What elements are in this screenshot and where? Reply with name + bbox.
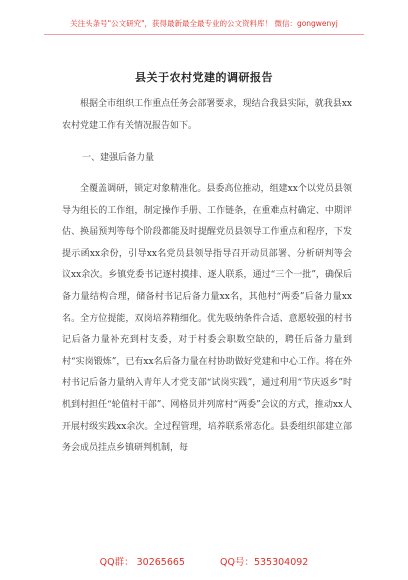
- footer-qq-group: QQ群： 30265665: [99, 557, 185, 568]
- intro-paragraph: [62, 94, 352, 137]
- intro-text: 根据全市组织工作重点任务会部署要求，现结合我县实际，就我县xx农村党建工作有关情况报告如下。: [62, 99, 352, 131]
- footer-qq-number: QQ号：535304092: [220, 557, 309, 568]
- document-title: 县关于农村党建的调研报告: [135, 71, 273, 84]
- main-text: 全覆盖调研，锁定对象精准化。县委高位推动，组建xx个以党员县领导为组长的工作组，制定操作手册、工作链条，在重难点村确定、中期评估、换届预判等每个阶段都能及时提醒党员县领导工作重点和程序，下发提示函xx余份，引导xx名党员县领导指导召开动员部署、分析研判等会议xx余次。乡镇党委书记逐村摸排、逐人联系，通过“三个一批”，确保后备力量结构合理，储备村书记后备力量xx名，其他村“两委”后备力量xx名。全方位提能，双岗培养精细化。优先吸纳条件合适、意愿较强的村书记后备力量补充到村支委，对于村委会职数空缺的，聘任后备力量到村“实岗锻炼”，已有xx名后备力量在村协助做好党建和中心工作。将在外村书记后备力量纳入青年人才党支部“试岗实践”，通过利用“节庆返乡”时机到村担任“轮值村干部”、网格员并列席村“两委”会议的方式，推动xx人开展村级实践xx余次。全过程管理，培养联系常态化。县委组织部建立部务会成员挂点乡镇研判机制，每: [62, 184, 352, 454]
- section-heading: 一、建强后备力量: [82, 153, 155, 163]
- header-banner: 关注头条号"公文研究"，获得最新最全最专业的公文资料库！ 微信：gongwenyj: [70, 19, 338, 28]
- footer-contact: [0, 554, 408, 568]
- main-paragraph: [62, 179, 352, 460]
- header-divider: [44, 34, 364, 35]
